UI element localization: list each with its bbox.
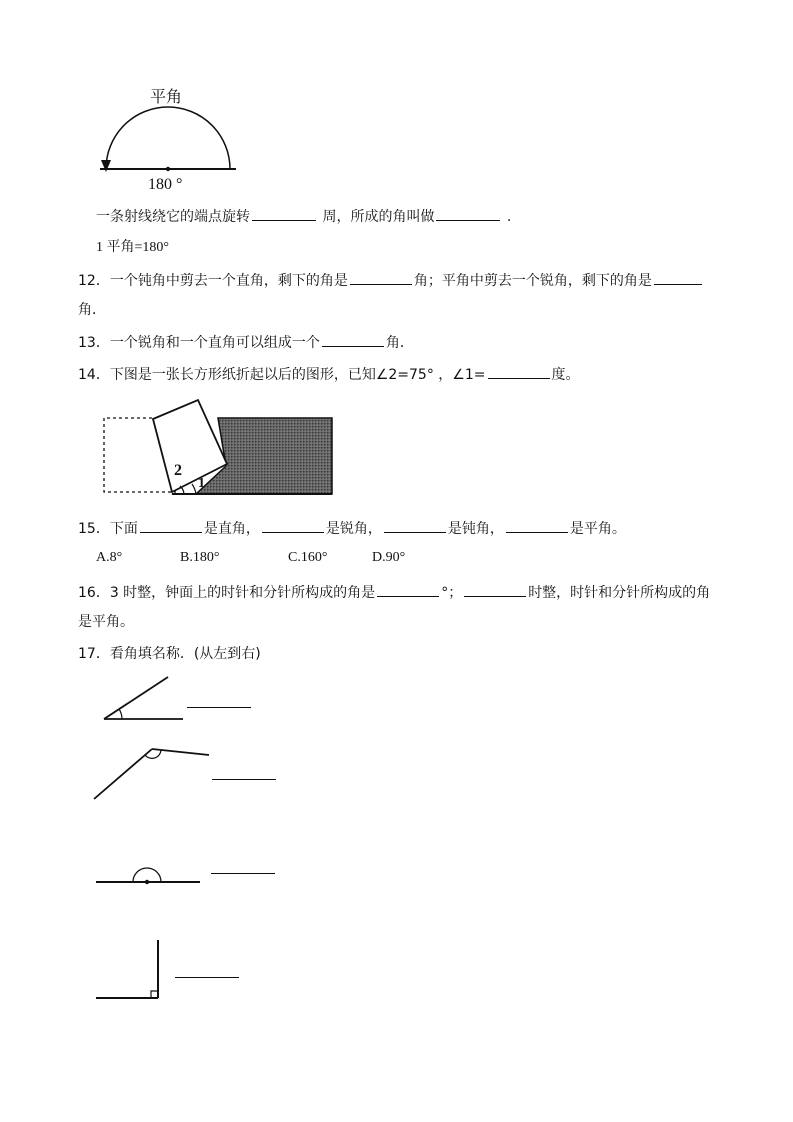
intro-text-1: 一条射线绕它的端点旋转 <box>96 209 250 225</box>
q12-text-3: 角． <box>78 302 106 318</box>
q14-text-3: 度。 <box>551 367 580 383</box>
q17-answer-blank-3[interactable] <box>211 873 275 874</box>
q15-number: 15． <box>78 521 110 537</box>
q16-text-1: 3 时整，钟面上的时针和分针所构成的角是 <box>109 585 376 601</box>
q15-text-3: 是锐角， <box>325 521 382 537</box>
q12-text-1: 一个钝角中剪去一个直角，剩下的角是 <box>109 273 348 289</box>
q15-text-5: 是平角。 <box>569 521 626 537</box>
q12-text-2: 角；平角中剪去一个锐角，剩下的角是 <box>413 273 652 289</box>
intro-fact: 1 平角=180° <box>96 240 169 255</box>
q15-option-c: C.160° <box>288 550 328 565</box>
straight-angle-degree: 180 ° <box>148 176 183 193</box>
q15-text-2: 是直角， <box>203 521 260 537</box>
q17-answer-blank-2[interactable] <box>212 779 276 780</box>
q17-number: 17． <box>78 646 110 662</box>
q14-text-1: 下图是一张长方形纸折起以后的图形，已知∠2=75° <box>109 367 434 383</box>
straight-angle-label: 平角 <box>150 87 183 106</box>
right-angle-drawing <box>96 940 158 998</box>
acute-angle-drawing <box>104 677 183 719</box>
q13-text-1: 一个锐角和一个直角可以组成一个 <box>109 335 320 351</box>
angle-2-label: 2 <box>174 462 182 479</box>
q15-text-4: 是钝角， <box>447 521 504 537</box>
q17-answer-blank-4[interactable] <box>175 977 239 978</box>
q14-number: 14． <box>78 367 110 383</box>
q16-text-4: 是平角。 <box>78 614 134 630</box>
q17-answer-blank-1[interactable] <box>187 707 251 708</box>
q12-number: 12． <box>78 273 110 289</box>
q15-option-b: B.180° <box>180 550 220 565</box>
q16-text-3: 时整，时针和分针所构成的角 <box>528 585 711 601</box>
q14-text-2: ，∠1= <box>438 367 486 383</box>
q15-text-1: 下面 <box>109 521 138 537</box>
q16-text-2: °； <box>441 585 463 601</box>
intro-text-2: 周，所成的角叫做 <box>322 209 435 225</box>
straight-angle-drawing <box>96 868 200 884</box>
q13-text-2: 角． <box>385 335 414 351</box>
q15-option-d: D.90° <box>372 550 406 565</box>
angle-1-label: 1 <box>198 476 205 491</box>
q13-number: 13． <box>78 335 110 351</box>
q16-number: 16． <box>78 585 110 601</box>
q15-option-a: A.8° <box>96 550 123 565</box>
intro-text-3: . <box>506 209 512 225</box>
q17-text: 看角填名称．(从左到右) <box>109 646 261 662</box>
obtuse-angle-drawing <box>94 749 209 799</box>
